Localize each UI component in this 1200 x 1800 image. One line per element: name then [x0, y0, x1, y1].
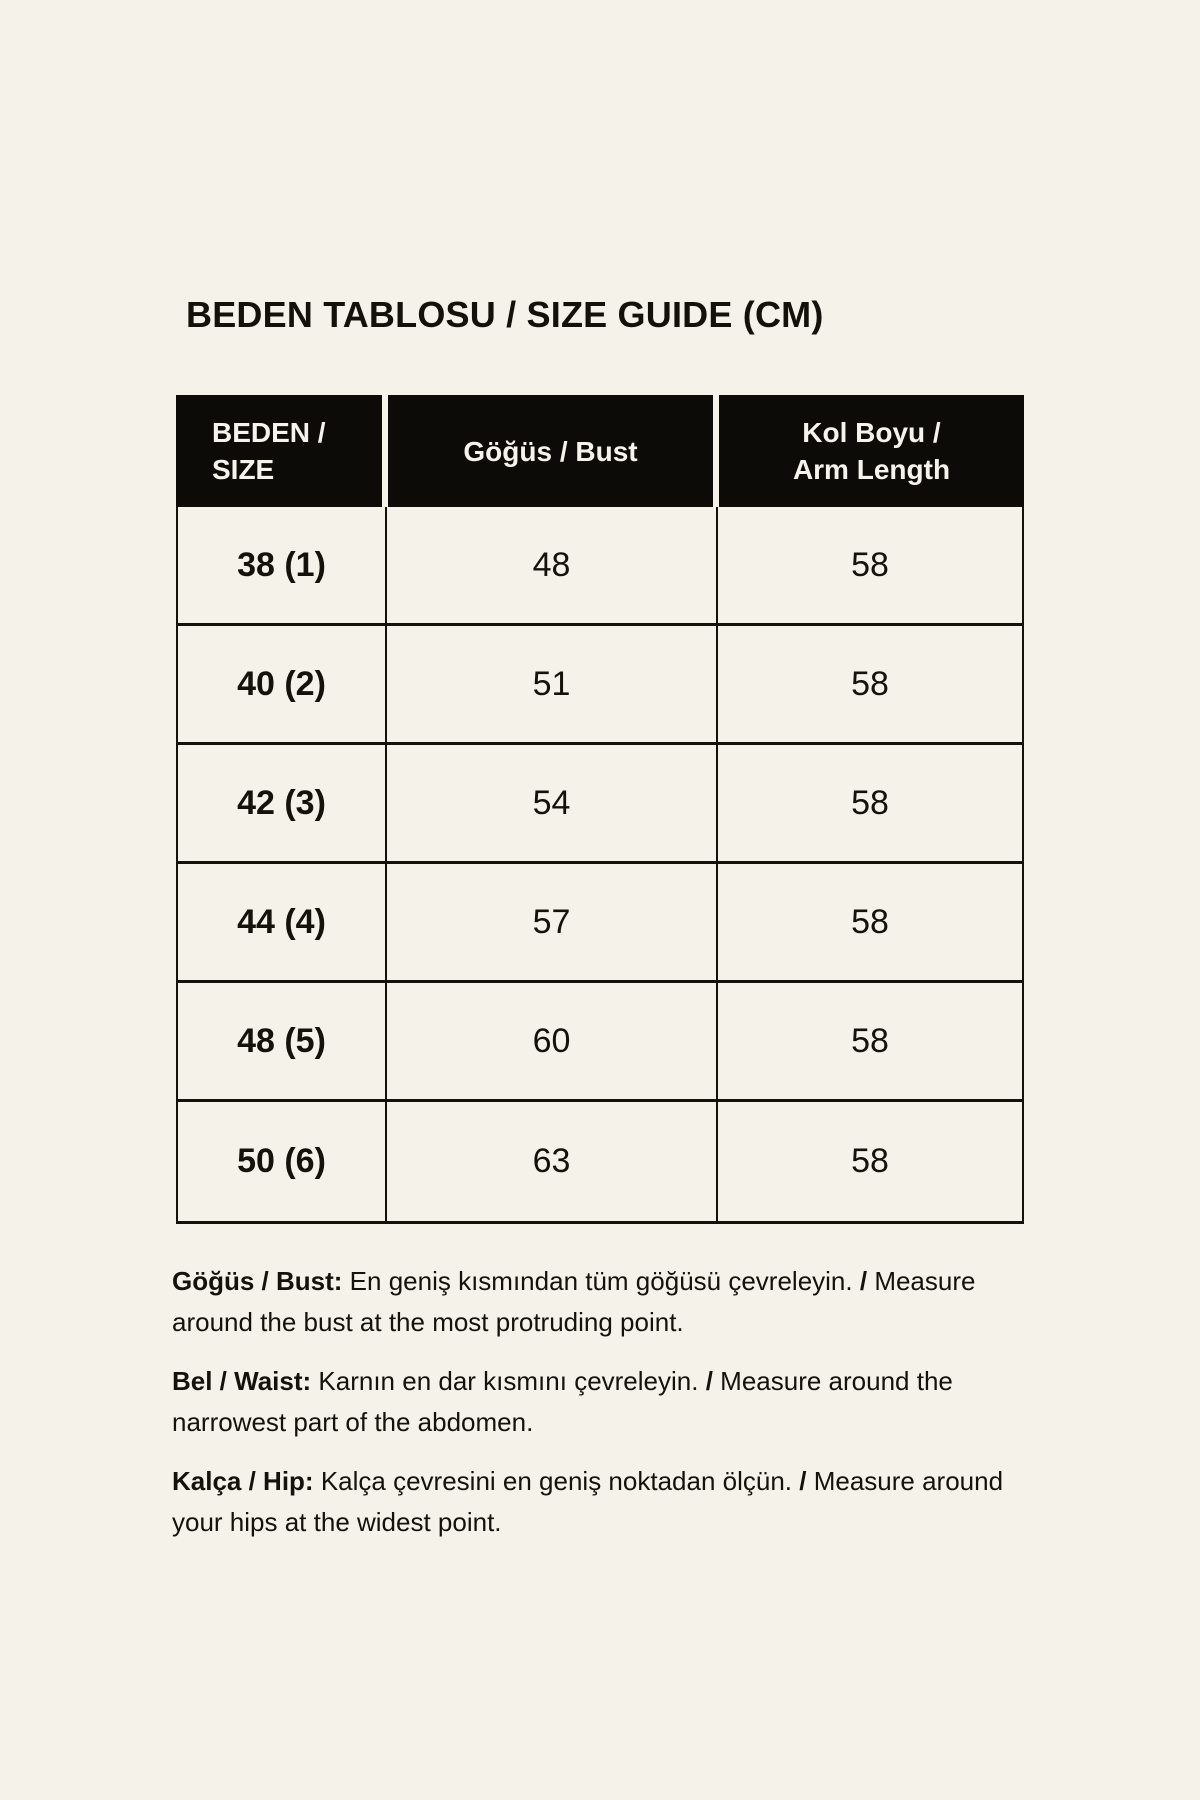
table-row-38 — [178, 507, 1022, 626]
cell-bust: 54 — [387, 745, 718, 861]
size-table-body — [176, 507, 1024, 1224]
note-waist-label: Bel / Waist: — [172, 1366, 312, 1396]
table-row-50 — [178, 1102, 1022, 1221]
cell-bust: 57 — [387, 864, 718, 980]
note-bust — [172, 1261, 1012, 1343]
note-bust-separator: / — [859, 1266, 868, 1296]
note-hip-separator: / — [799, 1466, 807, 1496]
note-waist-text-tr: Karnın en dar kısmını çevreleyin. — [318, 1366, 699, 1396]
size-guide-table — [176, 395, 1024, 1224]
header-cell-arm-length — [719, 395, 1024, 507]
note-hip — [172, 1461, 1012, 1543]
note-hip-text-en: Measure around your hips at the widest point. — [172, 1466, 1004, 1537]
cell-arm-length: 58 — [851, 1142, 889, 1180]
cell-size: 38 (1) — [178, 507, 387, 623]
note-bust-text-en: Measure around the bust at the most protruding point. — [172, 1266, 976, 1337]
cell-size: 40 (2) — [178, 626, 387, 742]
cell-arm-length: 58 — [851, 545, 889, 584]
cell-size: 48 (5) — [178, 983, 387, 1099]
header-bust-line1: Göğüs / Bust — [463, 435, 638, 467]
note-bust-label: Göğüs / Bust: — [172, 1266, 343, 1296]
table-row-48 — [178, 983, 1022, 1102]
cell-arm-length: 58 — [851, 783, 889, 822]
measurement-notes — [172, 1261, 1012, 1561]
page-title: BEDEN TABLOSU / SIZE GUIDE (CM) — [186, 294, 824, 335]
size-table-header-row — [176, 395, 1024, 507]
header-cell-size — [176, 395, 382, 507]
cell-size: 50 (6) — [178, 1102, 387, 1221]
table-row-40 — [178, 626, 1022, 745]
header-size-line2: SIZE — [212, 454, 275, 485]
cell-bust: 63 — [387, 1102, 718, 1221]
note-waist-text-en: Measure around the narrowest part of the abdomen. — [172, 1366, 953, 1437]
note-hip-label: Kalça / Hip: — [172, 1466, 314, 1496]
table-row-42 — [178, 745, 1022, 864]
cell-arm-length: 58 — [851, 1021, 889, 1060]
cell-bust: 48 — [387, 507, 718, 623]
header-arm-line1: Kol Boyu / — [802, 417, 941, 448]
table-row-44 — [178, 864, 1022, 983]
note-hip-text-tr: Kalça çevresini en geniş noktadan ölçün. — [320, 1466, 793, 1496]
header-size-line1: BEDEN / — [212, 417, 326, 448]
note-waist-separator: / — [705, 1366, 713, 1396]
cell-bust: 60 — [387, 983, 718, 1099]
cell-size: 42 (3) — [178, 745, 387, 861]
cell-size: 44 (4) — [178, 864, 387, 980]
cell-bust: 51 — [387, 626, 718, 742]
note-bust-text-tr: En geniş kısmından tüm göğüsü çevreleyin. — [349, 1266, 853, 1296]
header-arm-line2: Arm Length — [792, 454, 951, 485]
cell-arm-length: 58 — [851, 664, 889, 703]
cell-arm-length: 58 — [851, 902, 889, 941]
note-waist — [172, 1361, 1012, 1443]
header-cell-bust — [388, 395, 713, 507]
